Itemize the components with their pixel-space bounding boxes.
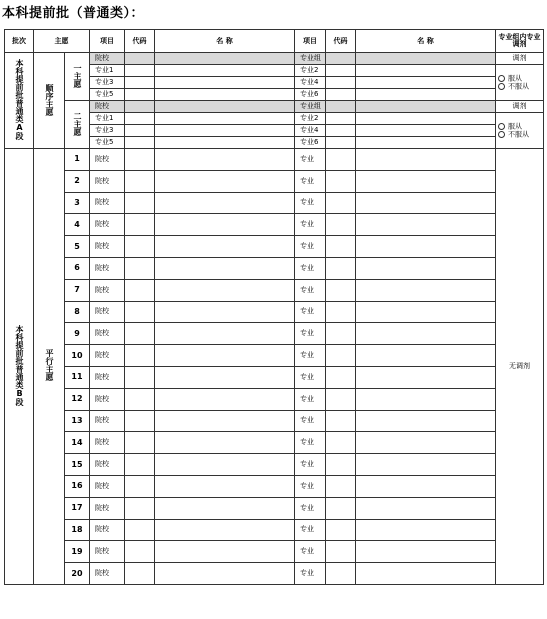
row-number: 3: [65, 192, 90, 214]
table-row: [5, 236, 544, 258]
radio-icon[interactable]: [498, 131, 505, 138]
code-field[interactable]: [125, 410, 155, 432]
name-field-2[interactable]: [356, 388, 496, 410]
adjust-options: [496, 113, 544, 149]
item-cell-2: 专业组: [295, 101, 326, 113]
code-field-2[interactable]: [326, 53, 356, 65]
row-number: 6: [65, 257, 90, 279]
name-field[interactable]: [155, 170, 295, 192]
name-field[interactable]: [155, 125, 295, 137]
name-field[interactable]: [155, 432, 295, 454]
code-field-2[interactable]: [326, 345, 356, 367]
row-number: 5: [65, 236, 90, 258]
item-cell: 院校: [90, 432, 125, 454]
name-field[interactable]: [155, 53, 295, 65]
item-cell: 院校: [90, 279, 125, 301]
section-b: [5, 149, 544, 585]
item-cell-2: 专业4: [295, 125, 326, 137]
header-name-2: 名 称: [356, 30, 496, 53]
row-number: 12: [65, 388, 90, 410]
option-comply[interactable]: 服从: [498, 123, 543, 131]
code-field[interactable]: [125, 388, 155, 410]
name-field-2[interactable]: [356, 113, 496, 125]
name-field[interactable]: [155, 323, 295, 345]
name-field[interactable]: [155, 214, 295, 236]
name-field-2[interactable]: [356, 257, 496, 279]
code-field[interactable]: [125, 65, 155, 77]
name-field-2[interactable]: [356, 541, 496, 563]
table-row: [5, 53, 544, 65]
name-field[interactable]: [155, 388, 295, 410]
table-row: [5, 432, 544, 454]
item-cell: 院校: [90, 388, 125, 410]
item-cell: 专业3: [90, 77, 125, 89]
name-field[interactable]: [155, 77, 295, 89]
row-number: 8: [65, 301, 90, 323]
table-row: [5, 519, 544, 541]
item-cell: 院校: [90, 301, 125, 323]
code-field[interactable]: [125, 236, 155, 258]
code-field-2[interactable]: [326, 432, 356, 454]
name-field[interactable]: [155, 519, 295, 541]
code-field[interactable]: [125, 89, 155, 101]
code-field[interactable]: [125, 149, 155, 171]
table-row: [5, 410, 544, 432]
name-field-2[interactable]: [356, 65, 496, 77]
name-field-2[interactable]: [356, 53, 496, 65]
adjust-options: [496, 65, 544, 101]
name-field[interactable]: [155, 541, 295, 563]
code-field-2[interactable]: [326, 113, 356, 125]
table-row: [5, 454, 544, 476]
item-cell: 专业1: [90, 65, 125, 77]
table-row: [5, 101, 544, 113]
code-field[interactable]: [125, 323, 155, 345]
item-cell: 院校: [90, 475, 125, 497]
table-row: [5, 345, 544, 367]
code-field-2[interactable]: [326, 410, 356, 432]
item-cell-2: 专业2: [295, 113, 326, 125]
row-number: 11: [65, 366, 90, 388]
table-row: [5, 323, 544, 345]
header-item: 项目: [90, 30, 125, 53]
header-batch: 批次: [5, 30, 34, 53]
header-name: 名 称: [155, 30, 295, 53]
section-a: [5, 53, 544, 149]
code-field-2[interactable]: [326, 563, 356, 585]
name-field-2[interactable]: [356, 89, 496, 101]
name-field[interactable]: [155, 236, 295, 258]
table-row: [5, 497, 544, 519]
name-field[interactable]: [155, 257, 295, 279]
code-field-2[interactable]: [326, 137, 356, 149]
header-adjust: 专业组内专业调剂: [496, 30, 544, 53]
item-cell: 院校: [90, 323, 125, 345]
row-number: 1: [65, 149, 90, 171]
code-field-2[interactable]: [326, 65, 356, 77]
table-row: [5, 257, 544, 279]
row-number: 7: [65, 279, 90, 301]
page-title: 本科提前批（普通类）：: [2, 6, 145, 21]
header-code: 代码: [125, 30, 155, 53]
code-field-2[interactable]: [326, 388, 356, 410]
item-cell-2: 专业: [295, 519, 326, 541]
row-number: 2: [65, 170, 90, 192]
table-row: [5, 214, 544, 236]
item-cell: 专业5: [90, 89, 125, 101]
name-field[interactable]: [155, 345, 295, 367]
code-field[interactable]: [125, 192, 155, 214]
item-cell-2: 专业6: [295, 89, 326, 101]
name-field-2[interactable]: [356, 410, 496, 432]
name-field-2[interactable]: [356, 279, 496, 301]
code-field-2[interactable]: [326, 366, 356, 388]
code-field[interactable]: [125, 170, 155, 192]
code-field-2[interactable]: [326, 214, 356, 236]
batch-label-a: 本科提前批普通类A段: [5, 53, 34, 149]
name-field[interactable]: [155, 192, 295, 214]
name-field[interactable]: [155, 149, 295, 171]
item-cell-2: 专业: [295, 410, 326, 432]
adjust-title: 调剂: [496, 53, 544, 65]
code-field-2[interactable]: [326, 89, 356, 101]
name-field-2[interactable]: [356, 323, 496, 345]
name-field-2[interactable]: [356, 497, 496, 519]
code-field-2[interactable]: [326, 149, 356, 171]
item-cell-2: 专业: [295, 323, 326, 345]
row-number: 20: [65, 563, 90, 585]
name-field[interactable]: [155, 366, 295, 388]
name-field[interactable]: [155, 475, 295, 497]
item-cell: 院校: [90, 519, 125, 541]
item-cell-2: 专业: [295, 366, 326, 388]
code-field-2[interactable]: [326, 497, 356, 519]
code-field-2[interactable]: [326, 125, 356, 137]
code-field-2[interactable]: [326, 236, 356, 258]
option-comply[interactable]: 服从: [498, 75, 543, 83]
code-field-2[interactable]: [326, 301, 356, 323]
item-cell: 院校: [90, 563, 125, 585]
name-field-2[interactable]: [356, 170, 496, 192]
name-field-2[interactable]: [356, 475, 496, 497]
code-field[interactable]: [125, 301, 155, 323]
item-cell-2: 专业: [295, 563, 326, 585]
code-field[interactable]: [125, 101, 155, 113]
table-row: [5, 279, 544, 301]
code-field-2[interactable]: [326, 541, 356, 563]
code-field[interactable]: [125, 113, 155, 125]
name-field-2[interactable]: [356, 149, 496, 171]
code-field-2[interactable]: [326, 101, 356, 113]
row-number: 18: [65, 519, 90, 541]
item-cell: 院校: [90, 149, 125, 171]
group-label: 二主愿: [65, 101, 90, 149]
name-field[interactable]: [155, 497, 295, 519]
code-field-2[interactable]: [326, 77, 356, 89]
name-field[interactable]: [155, 113, 295, 125]
header-choice: 主愿: [34, 30, 90, 53]
item-cell-2: 专业: [295, 301, 326, 323]
item-cell-2: 专业: [295, 497, 326, 519]
item-cell-2: 专业: [295, 475, 326, 497]
row-number: 19: [65, 541, 90, 563]
table-row: [5, 541, 544, 563]
code-field-2[interactable]: [326, 192, 356, 214]
name-field[interactable]: [155, 89, 295, 101]
code-field-2[interactable]: [326, 170, 356, 192]
name-field-2[interactable]: [356, 101, 496, 113]
option-not-comply[interactable]: 不服从: [498, 131, 543, 139]
radio-icon[interactable]: [498, 75, 505, 82]
row-number: 14: [65, 432, 90, 454]
name-field-2[interactable]: [356, 432, 496, 454]
code-field[interactable]: [125, 475, 155, 497]
name-field-2[interactable]: [356, 214, 496, 236]
code-field[interactable]: [125, 541, 155, 563]
no-adjust-cell: 无调剂: [496, 149, 544, 585]
table-row: [5, 170, 544, 192]
row-number: 10: [65, 345, 90, 367]
item-cell: 院校: [90, 366, 125, 388]
table-row: [5, 366, 544, 388]
item-cell: 院校: [90, 345, 125, 367]
name-field[interactable]: [155, 454, 295, 476]
item-cell: 院校: [90, 454, 125, 476]
radio-icon[interactable]: [498, 123, 505, 130]
table-row: [5, 301, 544, 323]
name-field-2[interactable]: [356, 236, 496, 258]
item-cell: 专业1: [90, 113, 125, 125]
name-field[interactable]: [155, 301, 295, 323]
item-cell: 院校: [90, 497, 125, 519]
item-cell: 院校: [90, 541, 125, 563]
name-field-2[interactable]: [356, 519, 496, 541]
code-field[interactable]: [125, 366, 155, 388]
name-field-2[interactable]: [356, 563, 496, 585]
item-cell-2: 专业: [295, 236, 326, 258]
item-cell-2: 专业: [295, 149, 326, 171]
item-cell-2: 专业: [295, 257, 326, 279]
table-row: [5, 149, 544, 171]
code-field[interactable]: [125, 432, 155, 454]
name-field[interactable]: [155, 563, 295, 585]
item-cell: 院校: [90, 236, 125, 258]
code-field-2[interactable]: [326, 323, 356, 345]
option-not-comply[interactable]: 不服从: [498, 83, 543, 91]
row-number: 16: [65, 475, 90, 497]
item-cell-2: 专业: [295, 432, 326, 454]
code-field[interactable]: [125, 519, 155, 541]
code-field[interactable]: [125, 53, 155, 65]
name-field[interactable]: [155, 65, 295, 77]
table-row: [5, 388, 544, 410]
item-cell: 院校: [90, 410, 125, 432]
code-field[interactable]: [125, 345, 155, 367]
volunteer-form-table: [4, 29, 544, 585]
code-field[interactable]: [125, 563, 155, 585]
name-field[interactable]: [155, 137, 295, 149]
item-cell: 专业5: [90, 137, 125, 149]
item-cell-2: 专业: [295, 170, 326, 192]
row-number: 4: [65, 214, 90, 236]
item-cell: 院校: [90, 214, 125, 236]
name-field-2[interactable]: [356, 137, 496, 149]
code-field[interactable]: [125, 257, 155, 279]
item-cell: 专业3: [90, 125, 125, 137]
code-field[interactable]: [125, 137, 155, 149]
name-field-2[interactable]: [356, 454, 496, 476]
name-field-2[interactable]: [356, 125, 496, 137]
row-number: 17: [65, 497, 90, 519]
code-field[interactable]: [125, 214, 155, 236]
name-field-2[interactable]: [356, 192, 496, 214]
code-field[interactable]: [125, 497, 155, 519]
item-cell-2: 专业: [295, 388, 326, 410]
item-cell-2: 专业组: [295, 53, 326, 65]
code-field[interactable]: [125, 454, 155, 476]
group-label: 一主愿: [65, 53, 90, 101]
code-field[interactable]: [125, 77, 155, 89]
name-field-2[interactable]: [356, 345, 496, 367]
table-row: [5, 192, 544, 214]
table-row: [5, 563, 544, 585]
code-field-2[interactable]: [326, 475, 356, 497]
item-cell-2: 专业: [295, 192, 326, 214]
item-cell: 院校: [90, 53, 125, 65]
item-cell: 院校: [90, 101, 125, 113]
code-field[interactable]: [125, 125, 155, 137]
item-cell: 院校: [90, 170, 125, 192]
radio-icon[interactable]: [498, 83, 505, 90]
table-row: [5, 475, 544, 497]
name-field[interactable]: [155, 101, 295, 113]
row-number: 15: [65, 454, 90, 476]
choice-label-a: 顺序主愿: [34, 53, 65, 149]
header-item-2: 项目: [295, 30, 326, 53]
row-number: 9: [65, 323, 90, 345]
name-field[interactable]: [155, 279, 295, 301]
item-cell-2: 专业: [295, 279, 326, 301]
item-cell-2: 专业: [295, 541, 326, 563]
item-cell-2: 专业2: [295, 65, 326, 77]
adjust-title: 调剂: [496, 101, 544, 113]
name-field-2[interactable]: [356, 77, 496, 89]
row-number: 13: [65, 410, 90, 432]
code-field[interactable]: [125, 279, 155, 301]
item-cell-2: 专业: [295, 345, 326, 367]
name-field-2[interactable]: [356, 301, 496, 323]
item-cell: 院校: [90, 192, 125, 214]
name-field-2[interactable]: [356, 366, 496, 388]
item-cell-2: 专业: [295, 214, 326, 236]
code-field-2[interactable]: [326, 279, 356, 301]
code-field-2[interactable]: [326, 519, 356, 541]
item-cell-2: 专业4: [295, 77, 326, 89]
item-cell-2: 专业6: [295, 137, 326, 149]
header-row: [5, 30, 544, 53]
name-field[interactable]: [155, 410, 295, 432]
header-code-2: 代码: [326, 30, 356, 53]
choice-label-b: 平行主愿: [34, 149, 65, 585]
batch-label-b: 本科提前批普通类B段: [5, 149, 34, 585]
code-field-2[interactable]: [326, 257, 356, 279]
item-cell-2: 专业: [295, 454, 326, 476]
item-cell: 院校: [90, 257, 125, 279]
code-field-2[interactable]: [326, 454, 356, 476]
